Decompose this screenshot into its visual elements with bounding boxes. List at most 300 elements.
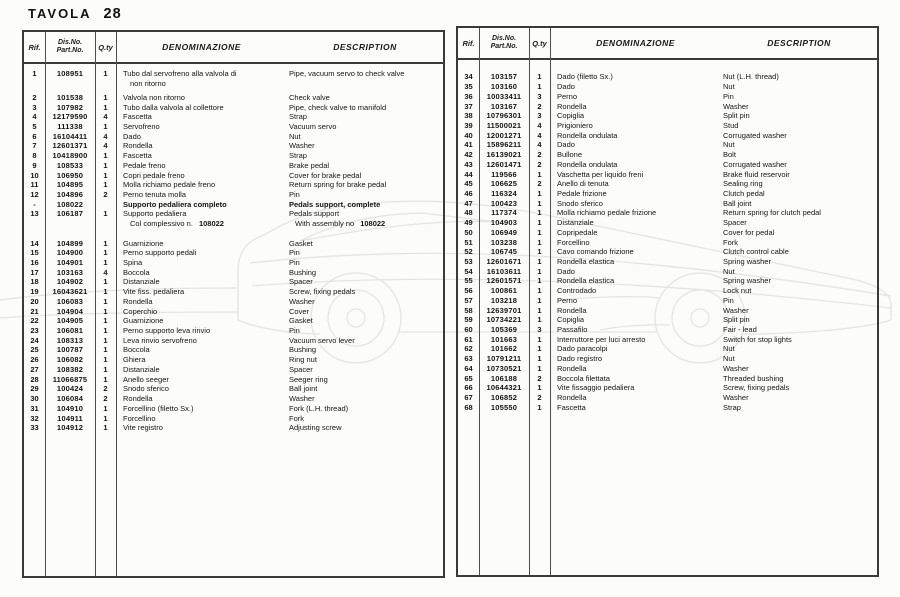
- cell-rif: 38: [464, 111, 473, 121]
- cell-qty: 2: [537, 159, 542, 169]
- cell-rif: 14: [30, 238, 39, 248]
- cell-rif: 59: [464, 315, 473, 325]
- cell-rif: 47: [464, 198, 473, 208]
- cell-qty: 3: [537, 111, 542, 121]
- cell-part: 100861: [490, 286, 518, 296]
- cell-qty: 1: [103, 335, 108, 345]
- cell-qty: 1: [103, 364, 108, 374]
- table-row: [24, 199, 443, 209]
- cell-part: 106083: [56, 296, 84, 306]
- cell-den: Dado (filetto Sx.): [557, 72, 613, 82]
- cell-qty: 1: [537, 266, 542, 276]
- cell-qty: 1: [537, 257, 542, 267]
- cell-rif: 53: [464, 257, 473, 267]
- cell-des: Pipe, vacuum servo to check valve: [289, 69, 405, 79]
- cell-part: 116324: [491, 188, 517, 198]
- table-row: [458, 315, 877, 325]
- table-row: [24, 180, 443, 190]
- cell-qty: 1: [537, 354, 542, 364]
- cell-part: 104902: [56, 277, 84, 287]
- cell-den: Perno tenuta molla: [123, 189, 186, 199]
- header-part-no-line2: Part.No.: [490, 43, 518, 50]
- header-part-no: [479, 35, 529, 52]
- cell-den: Fascetta: [123, 112, 152, 122]
- cell-rif: 50: [464, 227, 473, 237]
- cell-des: Sealing ring: [723, 179, 763, 189]
- cell-den: Molla richiamo pedale frizione: [557, 208, 657, 218]
- cell-den: Servofreno: [123, 121, 160, 131]
- cell-rif: 44: [464, 169, 473, 179]
- cell-den: Rondella: [557, 101, 587, 111]
- cell-rif: 45: [464, 179, 473, 189]
- cell-des: Vacuum servo lever: [289, 335, 355, 345]
- cell-den: Controdado: [557, 286, 597, 296]
- cell-den: Vite fiss. pedaliera: [123, 287, 185, 297]
- cell-qty: 1: [103, 423, 108, 433]
- cell-part: 104895: [56, 180, 84, 190]
- cell-rif: 51: [464, 237, 473, 247]
- cell-des: Check valve: [289, 92, 330, 102]
- cell-den: Tubo dalla valvola al collettore: [123, 102, 224, 112]
- cell-rif: 56: [464, 286, 473, 296]
- cell-part: 12601371: [52, 141, 88, 151]
- cell-des: Strap: [289, 151, 307, 161]
- table-row: [458, 82, 877, 92]
- cell-part: 107982: [56, 102, 84, 112]
- cell-des: Cover: [289, 306, 310, 316]
- table-row: [24, 297, 443, 307]
- cell-den: Snodo sferico: [123, 384, 169, 394]
- cell-des: Pin: [723, 91, 734, 101]
- cell-part: 12601471: [486, 159, 522, 169]
- table-row: [24, 365, 443, 375]
- cell-des: Nut: [289, 131, 301, 141]
- cell-qty: 1: [537, 276, 542, 286]
- cell-qty: 1: [103, 296, 108, 306]
- cell-den: Perno supporto leva rinvio: [123, 326, 211, 336]
- table-row: [458, 373, 877, 383]
- table-row: [458, 266, 877, 276]
- table-row: [24, 131, 443, 141]
- table-row: [458, 334, 877, 344]
- cell-rif: 26: [30, 355, 39, 365]
- cell-den: Valvola non ritorno: [123, 92, 185, 102]
- table-row: [24, 403, 443, 413]
- cell-des: Spring washer: [723, 276, 771, 286]
- cell-des: Fair - lead: [723, 325, 757, 335]
- cell-den: Distanziale: [557, 218, 594, 228]
- table-row: [24, 413, 443, 423]
- cell-rif: 12: [30, 189, 39, 199]
- cell-des: Cover for brake pedal: [289, 170, 362, 180]
- table-body: [458, 60, 877, 412]
- cell-rif: 32: [30, 413, 39, 423]
- cell-qty: 1: [103, 69, 108, 79]
- cell-des: Nut: [723, 344, 735, 354]
- table-row: [458, 276, 877, 286]
- table-row: [24, 219, 443, 229]
- header-description: DESCRIPTION: [333, 42, 397, 52]
- cell-rif: 28: [30, 374, 39, 384]
- cell-den: Spina: [123, 258, 143, 268]
- cell-des: Nut: [723, 140, 735, 150]
- cell-qty: 1: [103, 151, 108, 161]
- cell-den: Forcellino (filetto Sx.): [123, 403, 194, 413]
- cell-den: Cavo comando frizione: [557, 247, 634, 257]
- table-row: [24, 229, 443, 239]
- cell-den: Boccola: [123, 267, 150, 277]
- table-row: [24, 79, 443, 89]
- table-row: [458, 121, 877, 131]
- cell-qty: 1: [537, 295, 542, 305]
- cell-des: Ball joint: [289, 384, 318, 394]
- cell-den: Boccola: [123, 345, 150, 355]
- cell-rif: 39: [464, 120, 473, 130]
- cell-qty: 1: [103, 160, 108, 170]
- cell-qty: 1: [537, 198, 542, 208]
- cell-den: Vaschetta per liquido freni: [557, 169, 644, 179]
- cell-part: 16103611: [486, 266, 522, 276]
- table-row: [24, 374, 443, 384]
- cell-qty: 2: [103, 394, 108, 404]
- cell-part: 105369: [490, 325, 518, 335]
- cell-qty: 1: [537, 247, 542, 257]
- table-row: [458, 179, 877, 189]
- cell-part: 15896211: [486, 140, 522, 150]
- cell-des: Spacer: [289, 277, 313, 287]
- cell-qty: 3: [537, 91, 542, 101]
- cell-rif: 48: [464, 208, 473, 218]
- cell-qty: 1: [103, 306, 108, 316]
- table-row: [458, 218, 877, 228]
- header-dis-no: Dis.No.: [57, 38, 83, 46]
- cell-rif: 4: [32, 112, 37, 122]
- table-row: [458, 402, 877, 412]
- table-row: [458, 354, 877, 364]
- cell-part: 104896: [56, 189, 84, 199]
- cell-des: Washer: [723, 101, 749, 111]
- cell-des: Corrugated washer: [723, 159, 787, 169]
- cell-part: 108022: [56, 199, 84, 209]
- cell-des: Stud: [723, 120, 739, 130]
- parts-table-right: [456, 26, 879, 577]
- cell-qty: 1: [537, 344, 542, 354]
- table-row: [24, 384, 443, 394]
- cell-rif: 64: [464, 363, 473, 373]
- cell-part: 11500021: [486, 120, 522, 130]
- cell-des: Bolt: [723, 150, 736, 160]
- cell-rif: 7: [32, 141, 37, 151]
- cell-den: Col complessivo n. 108022: [130, 219, 224, 229]
- cell-den: Vite registro: [123, 423, 163, 433]
- cell-part: 100787: [56, 345, 84, 355]
- cell-part: 104900: [56, 248, 84, 258]
- cell-qty: 1: [103, 326, 108, 336]
- cell-part: 106852: [490, 393, 518, 403]
- cell-part: 12179590: [52, 112, 88, 122]
- cell-qty: 1: [103, 316, 108, 326]
- cell-rif: 15: [30, 248, 39, 258]
- cell-des: Gasket: [289, 316, 313, 326]
- page-title: [28, 6, 122, 22]
- table-row: [458, 198, 877, 208]
- cell-des: Nut: [723, 82, 735, 92]
- table-row: [458, 228, 877, 238]
- cell-qty: 1: [103, 248, 108, 258]
- header-rif: Rif.: [462, 38, 475, 48]
- table-row: [24, 151, 443, 161]
- cell-des: Washer: [723, 393, 749, 403]
- cell-part: 104912: [56, 423, 84, 433]
- cell-den: Interruttore per luci arresto: [557, 334, 646, 344]
- cell-des: Pipe, check valve to manifold: [289, 102, 387, 112]
- table-row: [24, 326, 443, 336]
- cell-rif: 11: [30, 180, 39, 190]
- cell-part: 104901: [56, 258, 84, 268]
- table-row: [24, 209, 443, 219]
- cell-des: Fork (L.H. thread): [289, 403, 349, 413]
- cell-rif: 29: [30, 384, 39, 394]
- cell-den: Prigioniero: [557, 120, 593, 130]
- cell-den: Forcellino: [123, 413, 156, 423]
- table-row: [24, 92, 443, 102]
- cell-den: Coperchio: [123, 306, 158, 316]
- cell-den: Perno: [557, 295, 578, 305]
- cell-part: 103163: [56, 267, 84, 277]
- cell-des: Split pin: [723, 111, 750, 121]
- cell-part: 16043621: [52, 287, 88, 297]
- cell-qty: 2: [537, 150, 542, 160]
- cell-den: Copiglia: [557, 111, 585, 121]
- table-row: [458, 140, 877, 150]
- cell-des: Fork: [723, 237, 738, 247]
- table-row: [24, 141, 443, 151]
- header-denominazione: DENOMINAZIONE: [162, 42, 241, 52]
- cell-part: 104903: [490, 218, 518, 228]
- cell-den: Dado: [557, 140, 575, 150]
- cell-den: Anello di tenuta: [557, 179, 609, 189]
- cell-des: Spacer: [723, 218, 747, 228]
- cell-rif: 54: [464, 266, 473, 276]
- cell-part: 101538: [56, 92, 84, 102]
- cell-rif: 5: [32, 121, 37, 131]
- table-row: [24, 190, 443, 200]
- cell-rif: 2: [32, 92, 37, 102]
- cell-rif: 52: [464, 247, 473, 257]
- cell-des: Spacer: [289, 364, 313, 374]
- cell-part: 12001271: [486, 130, 522, 140]
- cell-des: Ball joint: [723, 198, 752, 208]
- cell-des: Screw, fixing pedals: [289, 287, 356, 297]
- cell-des: Nut: [723, 266, 735, 276]
- cell-part: 16104411: [52, 131, 88, 141]
- cell-part: 101662: [490, 344, 518, 354]
- cell-qty: 1: [537, 334, 542, 344]
- cell-den: Anello seeger: [123, 374, 169, 384]
- cell-part: 12639701: [486, 305, 522, 315]
- table-row: [458, 286, 877, 296]
- cell-qty: 2: [537, 101, 542, 111]
- cell-part: 100424: [56, 384, 84, 394]
- table-header-row: [24, 32, 443, 64]
- cell-part: 103167: [490, 101, 518, 111]
- cell-part: 106084: [56, 394, 84, 404]
- cell-des: Screw, fixing pedals: [723, 383, 790, 393]
- cell-qty: 1: [103, 258, 108, 268]
- table-row: [24, 423, 443, 433]
- table-row: [24, 102, 443, 112]
- cell-part: 104911: [57, 413, 83, 423]
- cell-den: Rondella elastica: [557, 276, 615, 286]
- cell-qty: 1: [103, 238, 108, 248]
- table-row: [458, 383, 877, 393]
- cell-rif: 62: [464, 344, 473, 354]
- cell-qty: 1: [103, 277, 108, 287]
- cell-des: Strap: [723, 402, 741, 412]
- cell-rif: 35: [464, 82, 473, 92]
- cell-rif: 36: [464, 91, 473, 101]
- cell-des: Strap: [289, 112, 307, 122]
- cell-des: Washer: [723, 305, 749, 315]
- cell-des: Seeger ring: [289, 374, 328, 384]
- cell-rif: 49: [464, 218, 473, 228]
- cell-rif: 19: [30, 287, 39, 297]
- cell-rif: 63: [464, 354, 473, 364]
- cell-den: Rondella: [123, 394, 153, 404]
- cell-part: 104905: [56, 316, 84, 326]
- table-row: [458, 169, 877, 179]
- cell-den: Supporto pedaliera completo: [123, 199, 227, 209]
- cell-part: 108313: [56, 335, 84, 345]
- cell-rif: 66: [464, 383, 473, 393]
- table-row: [24, 238, 443, 248]
- cell-part: 106950: [56, 170, 84, 180]
- cell-qty: 1: [103, 92, 108, 102]
- cell-part: 10734221: [486, 315, 522, 325]
- cell-qty: 1: [103, 413, 108, 423]
- cell-part: 106625: [490, 179, 518, 189]
- table-row: [24, 248, 443, 258]
- cell-part: 12601571: [486, 276, 522, 286]
- cell-rif: 67: [464, 393, 473, 403]
- cell-den: Rondella ondulata: [557, 159, 618, 169]
- table-row: [458, 237, 877, 247]
- cell-qty: 1: [537, 188, 542, 198]
- cell-den: Distanziale: [123, 277, 160, 287]
- cell-des: Corrugated washer: [723, 130, 787, 140]
- cell-part: 103238: [490, 237, 518, 247]
- cell-rif: 42: [464, 150, 473, 160]
- cell-rif: 17: [30, 267, 39, 277]
- cell-des: Pedals support, complete: [289, 199, 381, 209]
- table-row: [458, 72, 877, 82]
- cell-des: Adjusting screw: [289, 423, 342, 433]
- table-row: [458, 247, 877, 257]
- table-header-row: [458, 28, 877, 60]
- cell-den: Leva rinvio servofreno: [123, 335, 197, 345]
- cell-part: 11066875: [52, 374, 88, 384]
- cell-part: 10418900: [52, 151, 88, 161]
- cell-den: Guarnizione: [123, 316, 164, 326]
- cell-den: Snodo sferico: [557, 198, 603, 208]
- cell-part: 10791211: [486, 354, 522, 364]
- table-row: [24, 287, 443, 297]
- table-row: [24, 355, 443, 365]
- cell-part: 10033411: [486, 91, 522, 101]
- cell-qty: 2: [103, 189, 108, 199]
- table-row: [458, 150, 877, 160]
- table-row: [24, 316, 443, 326]
- cell-den: Dado: [557, 266, 575, 276]
- cell-rif: 65: [464, 373, 473, 383]
- cell-des: Switch for stop lights: [723, 334, 792, 344]
- cell-des: Pin: [289, 326, 300, 336]
- cell-qty: 1: [103, 287, 108, 297]
- page-title-number: 28: [103, 6, 122, 22]
- cell-rif: 68: [464, 402, 473, 412]
- table-row: [458, 159, 877, 169]
- parts-table-left: [22, 30, 445, 578]
- cell-qty: 1: [537, 169, 542, 179]
- cell-den: Perno: [557, 91, 578, 101]
- cell-qty: 1: [103, 355, 108, 365]
- cell-den: Dado paracolpi: [557, 344, 608, 354]
- cell-den: Tubo dal servofreno alla valvola di: [123, 69, 237, 79]
- cell-den: Boccola filettata: [557, 373, 610, 383]
- cell-part: 108533: [56, 160, 84, 170]
- cell-rif: 8: [32, 151, 37, 161]
- cell-des: Pin: [723, 295, 734, 305]
- cell-den: Pedale freno: [123, 160, 166, 170]
- table-row: [24, 69, 443, 79]
- cell-des: Nut (L.H. thread): [723, 72, 779, 82]
- cell-rif: 18: [30, 277, 39, 287]
- cell-part: 10730521: [486, 363, 522, 373]
- cell-den: Guarnizione: [123, 238, 164, 248]
- cell-den: Pedale frizione: [557, 188, 607, 198]
- cell-qty: 1: [103, 170, 108, 180]
- cell-part: 108951: [56, 69, 84, 79]
- cell-qty: 4: [103, 141, 108, 151]
- cell-part: 106082: [56, 355, 84, 365]
- cell-qty: 1: [537, 383, 542, 393]
- cell-des: Vacuum servo: [289, 121, 337, 131]
- header-part-no-line2: Part.No.: [56, 47, 84, 54]
- table-body: [24, 64, 443, 433]
- cell-part: 106745: [490, 247, 518, 257]
- cell-des: Cover for pedal: [723, 227, 775, 237]
- cell-rif: 22: [30, 316, 39, 326]
- cell-des: Gasket: [289, 238, 313, 248]
- cell-qty: 1: [103, 121, 108, 131]
- cell-des: With assembly no 108022: [295, 219, 386, 229]
- cell-qty: 4: [103, 112, 108, 122]
- table-row: [458, 91, 877, 101]
- cell-den: Supporto pedaliera: [123, 209, 187, 219]
- cell-rif: 61: [464, 334, 473, 344]
- cell-des: Nut: [723, 354, 735, 364]
- table-row: [458, 189, 877, 199]
- table-row: [24, 345, 443, 355]
- cell-des: Bushing: [289, 345, 317, 355]
- cell-des: Pedals support: [289, 209, 340, 219]
- cell-qty: 1: [537, 237, 542, 247]
- cell-qty: 3: [537, 325, 542, 335]
- cell-qty: 1: [537, 208, 542, 218]
- cell-den: Passafilo: [557, 325, 588, 335]
- cell-part: 10644321: [486, 383, 522, 393]
- cell-des: Brake fluid reservoir: [723, 169, 790, 179]
